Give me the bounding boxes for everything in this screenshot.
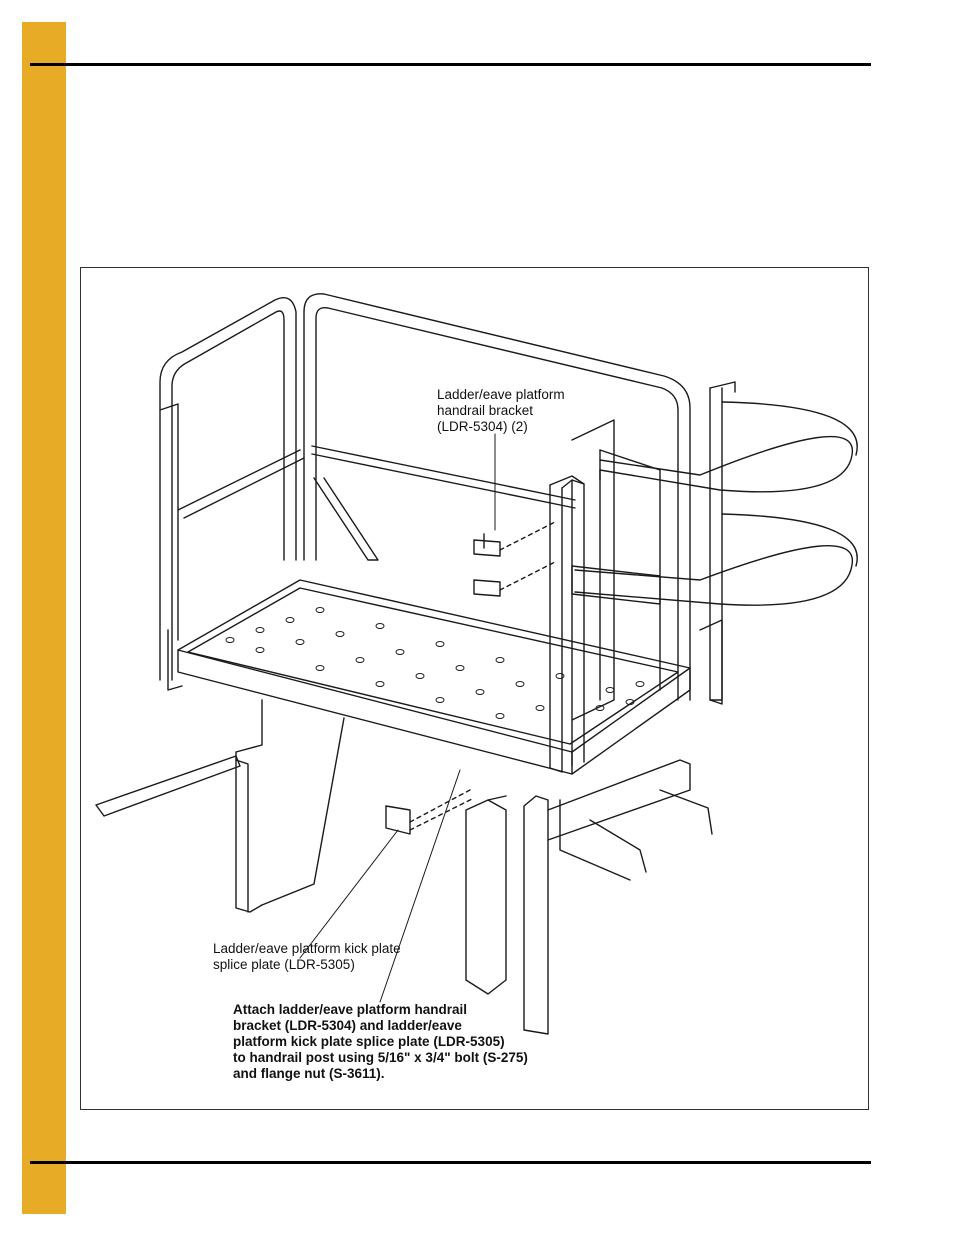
callout-handrail-bracket: Ladder/eave platform handrail bracket (LDR-5304) (2) <box>437 387 565 434</box>
rear-handrail <box>304 294 690 700</box>
callout-instruction: Attach ladder/eave platform handrail bracket (LDR-5304) and ladder/eave platform kick plate splice plate (LDR-5305) to handrail post using 5/16" x 3/4" bolt (S-275) and flange nut (S-3611). <box>233 1002 528 1081</box>
callout-kick-plate-splice: Ladder/eave platform kick plate splice plate (LDR-5305) <box>213 941 401 972</box>
handrail-bracket-parts <box>474 522 555 596</box>
ladder-base-brackets <box>548 760 712 880</box>
deck-perforations <box>226 608 644 719</box>
front-post <box>550 476 584 772</box>
platform-deck <box>178 580 690 774</box>
ladder-cage <box>572 382 857 720</box>
splice-plate-part <box>386 790 474 834</box>
left-handrail <box>160 298 304 690</box>
